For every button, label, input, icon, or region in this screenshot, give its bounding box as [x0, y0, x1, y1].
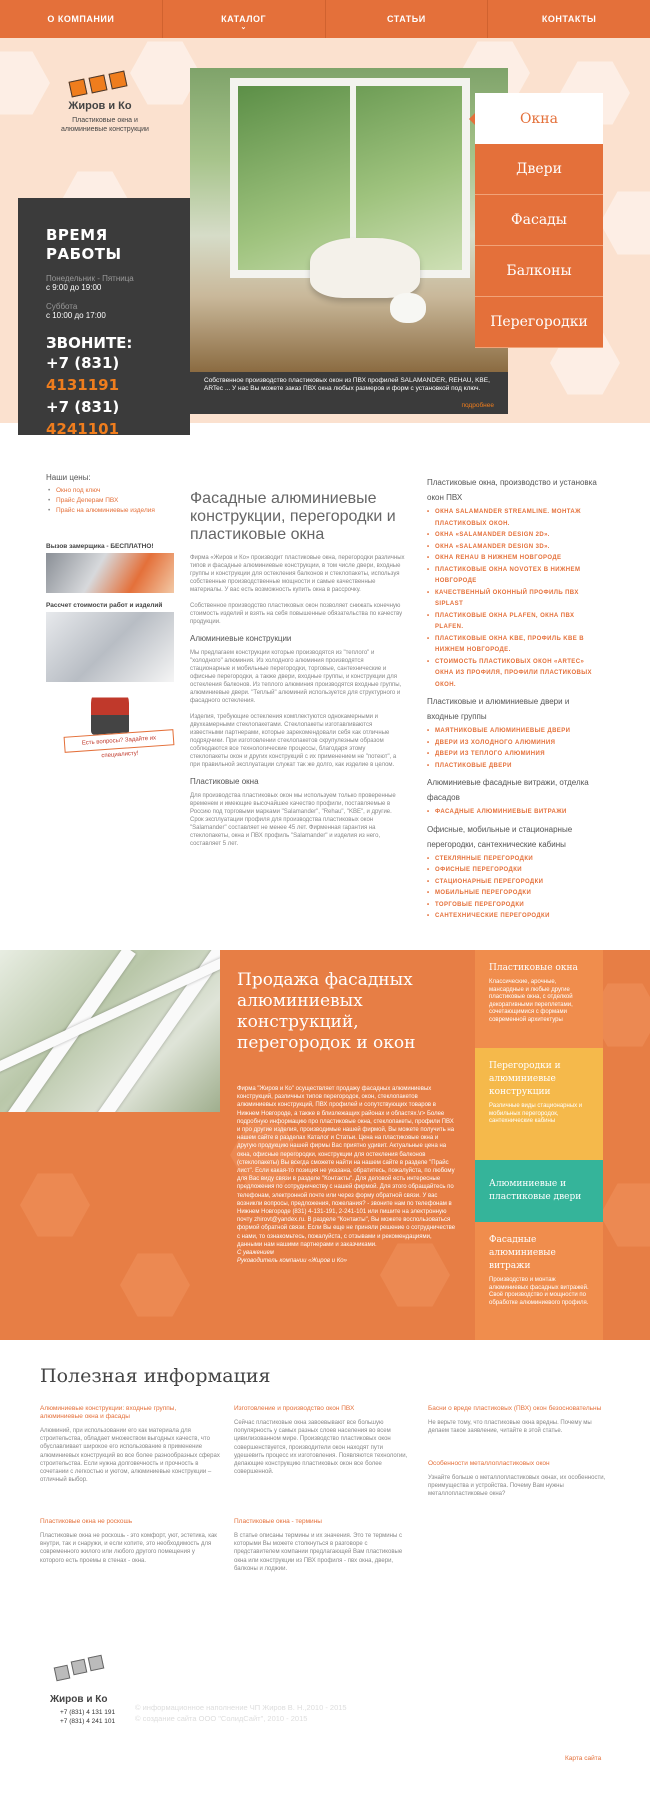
info-text: В статье описаны термины и их значения. Это те термины с которыми Вы можете столкнуться в разговоре с представителем компании предлагающей Вам пластиковые окна или конструкции из ПВХ профиля - пвх окна, двери, балконы и лоджии. [234, 1533, 403, 1572]
info-link[interactable]: Басни о вреде пластиковых (ПВХ) окон безосновательны [428, 1405, 602, 1412]
footer-phones [60, 1708, 115, 1726]
catalog-link[interactable]: • ОКНА «SALAMANDER DESIGN 2D». [427, 530, 602, 542]
weekdays-label: Понедельник - Пятница [46, 274, 134, 283]
call-label: ЗВОНИТЕ: [46, 334, 133, 352]
top-navigation [0, 0, 650, 38]
catalog-link[interactable]: • ОФИСНЫЕ ПЕРЕГОРОДКИ [427, 865, 602, 877]
logo-square-icon [89, 75, 108, 94]
promo-calc-title: Рассчет стоимости работ и изделий [46, 602, 163, 609]
logo-square-icon [71, 1659, 88, 1676]
catalog-links [427, 472, 602, 923]
working-hours-panel [18, 198, 190, 438]
menu-partitions[interactable]: Перегородки [475, 297, 603, 348]
group-title[interactable]: Офисные, мобильные и стационарные перегородки, сантехнические кабины [427, 824, 573, 849]
card-facade-stained[interactable]: Фасадные алюминиевые витражи Производство и монтаж алюминиевых фасадных витражей. Своё производство и мощности по обработке алюминиевого профиля. [475, 1222, 603, 1340]
prices-title: Наши цены: [46, 473, 91, 482]
info-item [40, 1518, 220, 1565]
group-title[interactable]: Алюминиевые фасадные витражи, отделка фасадов [427, 778, 589, 802]
prices-block [46, 473, 176, 516]
info-link[interactable]: Пластиковые окна - термины [234, 1518, 322, 1525]
band-title: Продажа фасадных алюминиевых конструкций, перегородок и окон [237, 970, 416, 1053]
nav-articles[interactable]: СТАТЬИ [326, 0, 489, 38]
catalog-link[interactable]: • МОБИЛЬНЫЕ ПЕРЕГОРОДКИ [427, 888, 602, 900]
hours-title: ВРЕМЯ [46, 226, 108, 244]
article-paragraph: Собственное производство пластиковых окон позволяет снижать конечную стоимость изделий и взять на себя повышенные обязательства по качеству продукции. [190, 603, 403, 625]
article-paragraph: Для производства пластиковых окон мы используем только проверенные временем и имеющие высочайшее качество профили, поставляемые в Россию под торговыми марками "Salamander", "Rehau", "KBE", и другие. Срок эксплуатации профиля для производства пластиковых окон "Salamander" составляет не менее 45 лет. Фирменная гарантия на стеклопакеты, окна и ПВХ профиль "Salamander" и изделия из него, составляет 5 лет. [190, 793, 396, 847]
useful-title: Полезная информация [40, 1365, 271, 1387]
band-text [237, 1085, 457, 1265]
catalog-link[interactable]: • ТОРГОВЫЕ ПЕРЕГОРОДКИ [427, 900, 602, 912]
info-link[interactable]: Пластиковые окна не роскошь [40, 1518, 133, 1525]
info-item [234, 1405, 414, 1476]
menu-windows[interactable]: Окна [475, 93, 603, 144]
menu-facades[interactable]: Фасады [475, 195, 603, 246]
category-menu [475, 93, 603, 348]
catalog-link[interactable]: • ПЛАСТИКОВЫЕ ДВЕРИ [427, 761, 602, 773]
catalog-link[interactable]: • СТЕКЛЯННЫЕ ПЕРЕГОРОДКИ [427, 854, 602, 866]
copyright-line: © информационное наполнение ЧП Жиров В. Н.,2010 - 2015 [135, 1703, 347, 1712]
price-link[interactable]: • Прайс Деперам ПВХ [46, 496, 176, 506]
hexagon-decor [600, 188, 650, 258]
section-heading: Пластиковые окна [190, 777, 259, 786]
catalog-link[interactable]: • ОКНА SALAMANDER STREAMLINE. МОНТАЖ ПЛАСТИКОВЫХ ОКОН. [427, 507, 602, 530]
footer-phone[interactable]: +7 (831) 4 241 101 [60, 1718, 116, 1725]
promo-calc[interactable] [46, 602, 174, 682]
price-link[interactable]: • Прайс на алюминиевые изделия [46, 506, 176, 516]
main-article [190, 490, 405, 856]
sitemap-link[interactable]: Карта сайта [565, 1755, 602, 1762]
hexagon-decor [120, 1250, 190, 1320]
hero-caption [190, 372, 508, 414]
promo-measure[interactable] [46, 543, 174, 593]
card-partitions[interactable]: Перегородки и алюминиевые конструкции Различные виды стационарных и мобильных перегородок, сантехнические кабины [475, 1048, 603, 1160]
hours-title: РАБОТЫ [46, 245, 122, 263]
band-signature: Руководитель компании «Жиров и Ко» [237, 1258, 347, 1265]
catalog-link[interactable]: • САНТЕХНИЧЕСКИЕ ПЕРЕГОРОДКИ [427, 911, 602, 923]
hexagon-decor [600, 1180, 650, 1250]
group-title[interactable]: Пластиковые и алюминиевые двери и входные группы [427, 697, 570, 721]
card-plastic-windows[interactable]: Пластиковые окна Классические, арочные, мансардные и любые другие пластиковые окна, с отделкой декоративными переплетами, сочетающимися с формами современной архитектуры [475, 950, 603, 1048]
info-item [234, 1518, 414, 1573]
brand-tagline: Пластиковые окна и алюминиевые конструкции [61, 117, 149, 133]
phone-1[interactable]: +7 (831) 4131191 [46, 354, 120, 394]
window-frame-photo [0, 950, 220, 1112]
measure-image [46, 553, 174, 593]
article-paragraph: Фирма «Жиров и Ко» производит пластиковые окна, перегородки различных типов и фасадные алюминиевые конструкции, в том числе двери, входные группы и конструкции для остекления балконов и стеклопакеты, используя собственные производственные мощности и самые качественные материалы. У вас есть возможность купить окна в рассрочку. [190, 555, 405, 593]
info-item [428, 1405, 608, 1435]
specialist-image [91, 685, 129, 735]
promo-measure-title: Вызов замерщика - БЕСПЛАТНО! [46, 543, 154, 550]
copyright-line: © создание сайта ООО "СолидСайт", 2010 - 2015 [135, 1714, 308, 1723]
hexagon-decor [20, 1170, 90, 1240]
info-text: Пластиковые окна не роскошь - это комфорт, уют, эстетика, как внутри, так и снаружи, и если копите, это необходимость для современного жилого или любого другого помещения у которого есть проемы в стенах - окна. [40, 1533, 217, 1564]
info-item [428, 1460, 608, 1499]
brand-name: Жиров и Ко [68, 100, 132, 112]
sales-band [0, 950, 650, 1340]
footer-brand: Жиров и Ко [50, 1694, 108, 1705]
band-regards: С уважением [237, 1250, 274, 1257]
card-doors[interactable]: Алюминиевые и пластиковые двери [475, 1160, 603, 1222]
saturday-time: с 10:00 до 17:00 [46, 311, 106, 320]
logo-square-icon [88, 1655, 105, 1672]
logo[interactable] [68, 72, 130, 102]
article-paragraph: Мы предлагаем конструкции которые производятся из "теплого" и "холодного" алюминия. Из холодного алюминия производятся стационарные и мобильные перегородки, торговые, сантехнические и офисные перегородки, а также двери, входные группы, и конструкции для остекления балконов. Из теплого алюминия производятся входные группы, алюминиевые двери. "Теплый" алюминий используется для структурного и фасадного остекления. [190, 650, 402, 704]
info-link[interactable]: Особенности металлопластиковых окон [428, 1460, 550, 1467]
menu-doors[interactable]: Двери [475, 144, 603, 195]
info-link[interactable]: Алюминиевые конструкции: входные группы, алюминиевые окна и фасады [40, 1405, 177, 1420]
calculator-image [46, 612, 174, 682]
logo-square-icon [109, 71, 128, 90]
pillow-illustration [310, 238, 420, 298]
info-text: Не верьте тому, что пластиковые окна вредны. Почему мы делаем такое заявление, читайте в этой статье. [428, 1420, 592, 1435]
saturday-label: Суббота [46, 302, 78, 311]
catalog-link[interactable]: • СТОИМОСТЬ ПЛАСТИКОВЫХ ОКОН «ARTEC» ОКНА ИЗ ПРОФИЛЯ, ПРОФИЛИ ПЛАСТИКОВЫХ ОКОН. [427, 657, 602, 692]
weekdays-time: с 9:00 до 19:00 [46, 283, 102, 292]
article-paragraph: Изделия, требующие остекления комплектуются однокамерными и двухкамерными стеклопакетами. Стеклопакеты изготавливаются известными партнерами, которые зарекомендовали себя как отличные подрядчики. При изготовлении стеклопакетов скрупулезным образом соблюдаются все технологические процессы, благодаря этому стеклопакеты окон и других конструкций с их применением не "потеют", а при правильной эксплуатации служат так же долго, как изделие в целом. [190, 714, 397, 768]
catalog-link[interactable]: • ПЛАСТИКОВЫЕ ОКНА KBE, ПРОФИЛЬ KBE В НИЖНЕМ НОВГОРОДЕ. [427, 634, 602, 657]
band-paragraph: Фирма "Жиров и Ко" осуществляет продажу фасадных алюминиевых конструкций, различных типов перегородок, окон, стеклопакетов алюминиевых конструкций, ПВХ профилей и сопутствующих товаров в Нижнем Новгороде, а также в близлежащих районах и областях.\r> Более подробную информацию про пластиковые окна, стеклопакеты, профили ПВХ и про другие изделия, производимые нашей фирмой, Вы можете получить на нашем сайте в разделах Каталог и Статьи. Цена на пластиковые окна и другую продукцию нашей фирмы Вас приятно удивит. Актуальные цена на окна, офисные перегородки, конструкции для остекления балконов (стеклопакеты) Вы всегда сможете найти на нашем сайте в разделе "Прайс лист". Если какая-то позиция не указана, обратитесь, пожалуйста, по любому для Вас виду связи в разделе "Контакты". Для деловой есть интересные предложения по сотрудничеству с нашей фирмой. Для этого обращайтесь по телефонам, электронной почте или через форму обратной связи. У вас возникли вопросы, предложения, пожелания? - звоните нам по телефонам в Нижнем Новгороде (831) 4-131-191, 2-241-101 или пишите на электронную почту zhirovt@yandex.ru. В разделе "Контакты", Вы можете воспользоваться формой обратной связи. Если Вы еще не приняли решение о сотрудничестве с нами, то ознакомьтесь, пожалуйста, с отзывами и рекомендациями, данными нам нашими партнерами и заказчиками. [237, 1086, 456, 1248]
logo-square-icon [54, 1665, 71, 1682]
phone-2[interactable]: +7 (831) 4241101 [46, 398, 120, 438]
info-link[interactable]: Изготовление и производство окон ПВХ [234, 1405, 355, 1412]
info-text: Алюминий, при использовании его как материала для строительства, обладает множеством выгодных качеств, что обуславливает широкое его использование в применение алюминиевых конструкций во все более разнообразных сферах строительства. Если нужна долговечность и прочность в сочетании с легкостью и уютом, алюминиевые конструкции – отличный выбор. [40, 1428, 220, 1484]
hero-photo [190, 68, 508, 373]
footer-copyright [135, 1702, 347, 1724]
useful-info [40, 1365, 620, 1387]
nav-catalog[interactable]: КАТАЛОГ ⌄ [163, 0, 326, 38]
menu-balconies[interactable]: Балконы [475, 246, 603, 297]
catalog-link[interactable]: • ПЛАСТИКОВЫЕ ОКНА NOVOTEX В НИЖНЕМ НОВГОРОДЕ [427, 565, 602, 588]
info-item [40, 1405, 220, 1484]
catalog-link[interactable]: • ДВЕРИ ИЗ ХОЛОДНОГО АЛЮМИНИЯ [427, 738, 602, 750]
catalog-link[interactable]: • КАЧЕСТВЕННЫЙ ОКОННЫЙ ПРОФИЛЬ ПВХ SIPLAST [427, 588, 602, 611]
active-arrow-icon [469, 113, 475, 125]
catalog-link[interactable]: • ФАСАДНЫЕ АЛЮМИНИЕВЫЕ ВИТРАЖИ [427, 807, 602, 819]
info-text: Узнайте больше о металлопластиковых окнах, их особенности, преимущества и устройства. Почему Вам нужны металлопластиковые окна? [428, 1475, 606, 1498]
hero-caption-text: Собственное производство пластиковых окон из ПВХ профилей SALAMANDER, REHAU, KBE, ARTec ... У нас Вы можете заказ ПВХ окна любых размеров и форм с установкой под ключ. [204, 377, 490, 392]
price-link[interactable]: • Окно под ключ [46, 486, 176, 496]
nav-about[interactable]: О КОМПАНИИ [0, 0, 163, 38]
catalog-link[interactable]: • ПЛАСТИКОВЫЕ ОКНА PLAFEN, ОКНА ПВХ PLAFEN. [427, 611, 602, 634]
promo-question[interactable] [46, 685, 174, 765]
catalog-link[interactable]: • ДВЕРИ ИЗ ТЕПЛОГО АЛЮМИНИЯ [427, 749, 602, 761]
catalog-link[interactable]: • МАЯТНИКОВЫЕ АЛЮМИНИЕВЫЕ ДВЕРИ [427, 726, 602, 738]
catalog-link[interactable]: • ОКНА REHAU В НИЖНЕМ НОВГОРОДЕ [427, 553, 602, 565]
chevron-down-icon: ⌄ [240, 24, 247, 31]
group-title[interactable]: Пластиковые окна, производство и установка окон ПВХ [427, 478, 597, 502]
logo-square-icon [69, 79, 88, 98]
catalog-link[interactable]: • ОКНА «SALAMANDER DESIGN 3D». [427, 542, 602, 554]
footer-logo[interactable] [55, 1656, 105, 1692]
section-heading: Алюминиевые конструкции [190, 634, 292, 643]
footer-phone[interactable]: +7 (831) 4 131 191 [60, 1709, 116, 1716]
catalog-link[interactable]: • СТАЦИОНАРНЫЕ ПЕРЕГОРОДКИ [427, 877, 602, 889]
teapot-illustration [390, 293, 426, 323]
question-banner: Есть вопросы? Задайте их специалисту! [64, 729, 175, 753]
article-title: Фасадные алюминиевые конструкции, перегородки и пластиковые окна [190, 490, 396, 543]
info-text: Сейчас пластиковые окна завоевывают все большую популярность у самых разных слоев населения во всем цивилизованном мире. Производство пластиковых окон совершенствуется, производители окон находят пути удешевить процесс их изготовления. Появляются технологии, делающие конструкцию пластиковых окон все более совершенной. [234, 1420, 408, 1476]
nav-contacts[interactable]: КОНТАКТЫ [541, 14, 597, 24]
more-link[interactable]: подробнее [461, 402, 494, 409]
